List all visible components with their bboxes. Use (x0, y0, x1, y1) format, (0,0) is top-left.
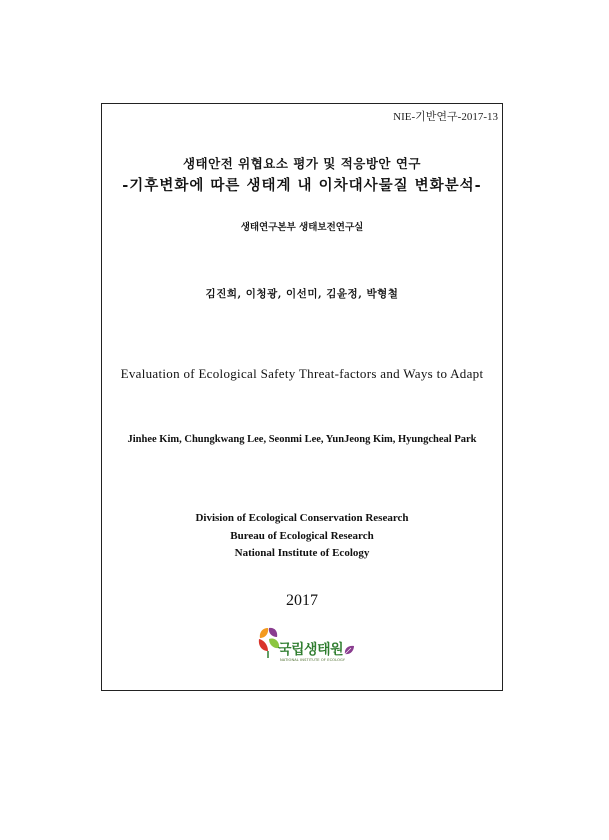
report-code: NIE-기반연구-2017-13 (393, 111, 498, 123)
authors-english: Jinhee Kim, Chungkwang Lee, Seonmi Lee, YunJeong Kim, Hyungcheal Park (127, 434, 477, 445)
authors-korean: 김진희, 이청광, 이선미, 김윤정, 박형철 (205, 288, 399, 300)
organization-division: Division of Ecological Conservation Research (195, 512, 409, 524)
subtitle-korean: -기후변화에 따른 생태계 내 이차대사물질 변화분석- (122, 177, 482, 194)
cover-frame (101, 103, 503, 691)
institute-logo (256, 624, 356, 664)
publication-year: 2017 (286, 592, 318, 609)
department-korean: 생태연구본부 생태보전연구실 (240, 222, 364, 233)
logo-small-leaf-icon (343, 644, 355, 656)
title-english: Evaluation of Ecological Safety Threat-factors and Ways to Adapt (120, 366, 484, 381)
title-korean: 생태안전 위협요소 평가 및 적응방안 연구 (182, 156, 422, 171)
organization-bureau: Bureau of Ecological Research (230, 530, 374, 542)
organization-institute: National Institute of Ecology (234, 547, 370, 559)
logo-name-english: NATIONAL INSTITUTE OF ECOLOGY (280, 658, 346, 662)
logo-name-korean: 국립생태원 (278, 642, 344, 658)
